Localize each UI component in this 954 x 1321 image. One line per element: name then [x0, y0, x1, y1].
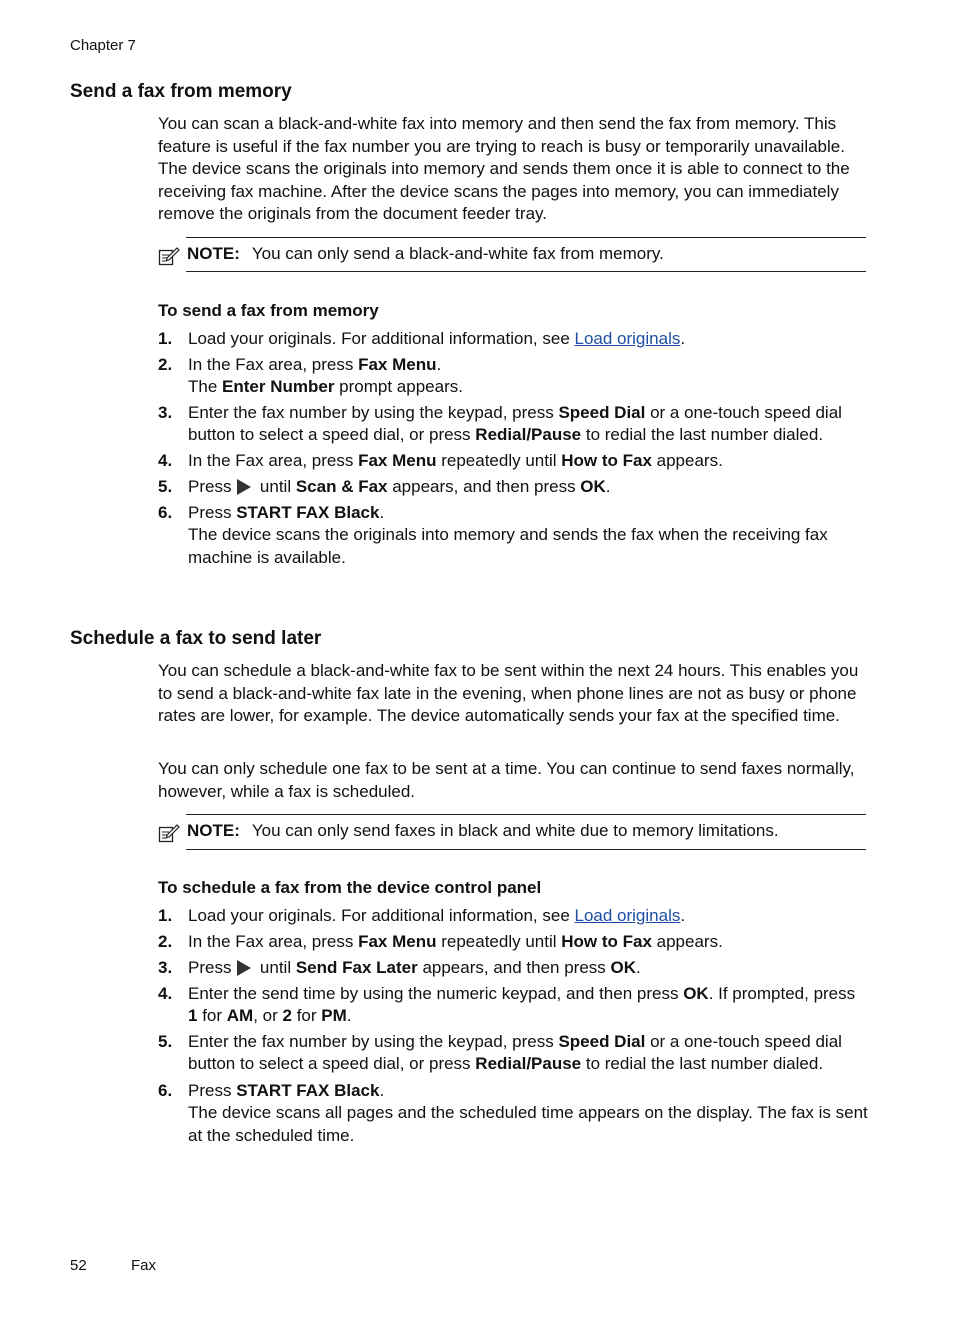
steps-list-schedule-fax — [158, 905, 868, 1147]
section2-intro-2: You can only schedule one fax to be sent at a time. You can continue to send faxes normally, however, while a fax is scheduled. — [158, 759, 855, 801]
note-text: You can only send a black-and-white fax from memory. — [251, 244, 664, 263]
footer-section: Fax — [131, 1257, 157, 1274]
step-1: 1. Load your originals. For additional information, see Load originals. — [158, 906, 686, 925]
steps-list-send-from-memory — [158, 328, 868, 569]
step-2: 2. In the Fax area, press Fax Menu repeatedly until How to Fax appears. — [158, 931, 723, 951]
note-label: NOTE: — [187, 244, 240, 263]
step-3: 3. Press until Send Fax Later appears, and then press OK. — [158, 958, 641, 977]
step-6: 6. Press START FAX Black. The device scans the originals into memory and sends the fax when the receiving fax machine is available. — [158, 502, 828, 567]
note-box — [158, 814, 866, 850]
step-5: 5. Press until Scan & Fax appears, and then press OK. — [158, 477, 611, 496]
page-number: 52 — [70, 1257, 87, 1274]
step-3: 3. Enter the fax number by using the keypad, press Speed Dial or a one-touch speed dial button to select a speed dial, or press Redial/Pause to redial the last number dialed. — [158, 402, 842, 444]
load-originals-link[interactable]: Load originals — [574, 329, 681, 348]
section-title-schedule-fax: Schedule a fax to send later — [70, 628, 322, 649]
chapter-header: Chapter 7 — [70, 37, 136, 54]
note-pencil-icon — [158, 246, 180, 266]
section-title-send-from-memory: Send a fax from memory — [70, 81, 292, 102]
procedure-title: To send a fax from memory — [158, 301, 379, 320]
step-1: 1. Load your originals. For additional information, see Load originals. — [158, 329, 686, 348]
load-originals-link[interactable]: Load originals — [574, 906, 681, 925]
right-arrow-icon — [237, 479, 251, 495]
right-arrow-icon — [237, 960, 251, 976]
note-pencil-icon — [158, 823, 180, 843]
step-5: 5. Enter the fax number by using the keypad, press Speed Dial or a one-touch speed dial button to select a speed dial, or press Redial/Pause to redial the last number dialed. — [158, 1031, 842, 1073]
note-label: NOTE: — [187, 821, 240, 840]
note-text: You can only send faxes in black and white due to memory limitations. — [251, 821, 779, 840]
step-4: 4. Enter the send time by using the numeric keypad, and then press OK. If prompted, press 1 for AM, or 2 for PM. — [158, 983, 856, 1025]
note-box — [158, 237, 866, 272]
section1-intro: You can scan a black-and-white fax into memory and then send the fax from memory. This feature is useful if the fax number you are trying to reach is busy or temporarily unavailable. The device scans the originals into memory and sends them once it is able to connect to the receiving fax machine. After the device scans the pages into memory, you can immediately remove the originals from the document feeder tray. — [158, 114, 850, 223]
procedure-title: To schedule a fax from the device control panel — [158, 878, 542, 897]
section2-intro-1: You can schedule a black-and-white fax to be sent within the next 24 hours. This enables you to send a black-and-white fax late in the evening, when phone lines are not as busy or phone rates are lower, for example. The device automatically sends your fax at the specified time. — [158, 661, 859, 725]
step-6: 6. Press START FAX Black. The device scans all pages and the scheduled time appears on the display. The fax is sent at the scheduled time. — [158, 1080, 868, 1145]
step-4: 4. In the Fax area, press Fax Menu repeatedly until How to Fax appears. — [158, 450, 723, 470]
step-2: 2. In the Fax area, press Fax Menu. The Enter Number prompt appears. — [158, 354, 463, 396]
